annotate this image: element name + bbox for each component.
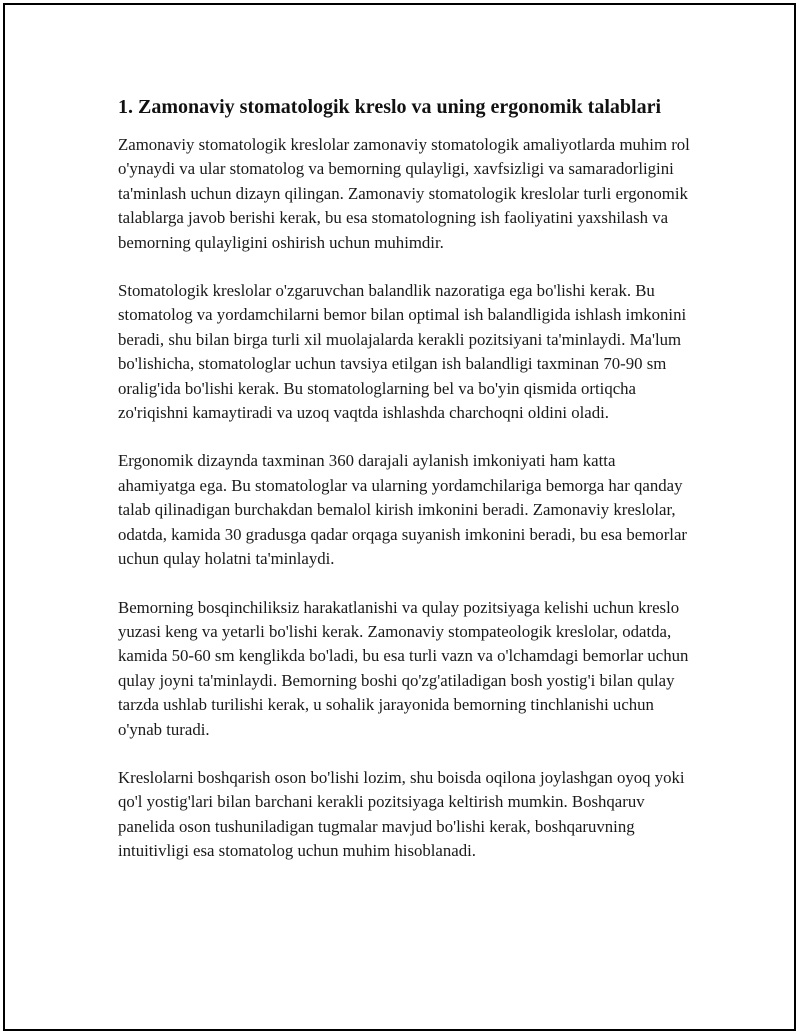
paragraph-5: Kreslolarni boshqarish oson bo'lishi lozim, shu boisda oqilona joylashgan oyoq yoki qo'l yostig'lari bilan barchani kerakli pozitsiyaga keltirish mumkin. Boshqaruv panelida oson tushuniladigan tugmalar mavjud bo'lishi kerak, boshqaruvning intuitivligi esa stomatolog uchun muhim hisoblanadi. <box>118 767 685 861</box>
paragraph-3: Ergonomik dizaynda taxminan 360 darajali aylanish imkoniyati ham katta ahamiyatga ega. Bu stomatologlar va ularning yordamchilariga bemorga har qanday talab qilinadigan burchakdan bemalol kirish imkonini beradi. Zamonaviy kreslolar, odatda, kamida 30 gradusga qadar orqaga suyanish imkonini beradi, bu esa bemorlar uchun qulay holatni ta'minlaydi. <box>118 451 687 569</box>
section-heading: 1. Zamonaviy stomatologik kreslo va uning ergonomik talablari <box>118 96 662 118</box>
paragraph-4: Bemorning bosqinchiliksiz harakatlanishi va qulay pozitsiyaga kelishi uchun kreslo yuzasi keng va yetarli bo'lishi kerak. Zamonaviy stompateologik kreslolar, odatda, kamida 50-60 sm kenglikda bo'ladi, bu esa turli vazn va o'lchamdagi bemorlar uchun qulay joyni ta'minlaydi. Bemorning boshi qo'zg'atiladigan bosh yostig'i bilan qulay tarzda ushlab turilishi kerak, u sohalik jarayonida bemorning tinchlanishi uchun o'ynab turadi. <box>118 597 689 739</box>
paragraph-2: Stomatologik kreslolar o'zgaruvchan balandlik nazoratiga ega bo'lishi kerak. Bu stomatolog va yordamchilarni bemor bilan optimal ish balandligida ishlash imkonini beradi, shu bilan birga turli xil muolajalarda kerakli pozitsiyani ta'minlaydi. Ma'lum bo'lishicha, stomatologlar uchun tavsiya etilgan ish balandligi taxminan 70-90 sm oralig'ida bo'lishi kerak. Bu stomatologlarning bel va bo'yin qismida ortiqcha zo'riqishni kamaytiradi va uzoq vaqtda ishlashda charchoqni oldini oladi. <box>118 281 687 423</box>
document-body <box>118 94 690 888</box>
paragraph-1: Zamonaviy stomatologik kreslolar zamonaviy stomatologik amaliyotlarda muhim rol o'ynaydi va ular stomatolog va bemorning qulayligi, xavfsizligi va samaradorligini ta'minlash uchun dizayn qilingan. Zamonaviy stomatologik kreslolar turli ergonomik talablarga javob berishi kerak, bu esa stomatologning ish faoliyatini yaxshilash va bemorning qulayligini oshirish uchun muhimdir. <box>118 135 690 252</box>
